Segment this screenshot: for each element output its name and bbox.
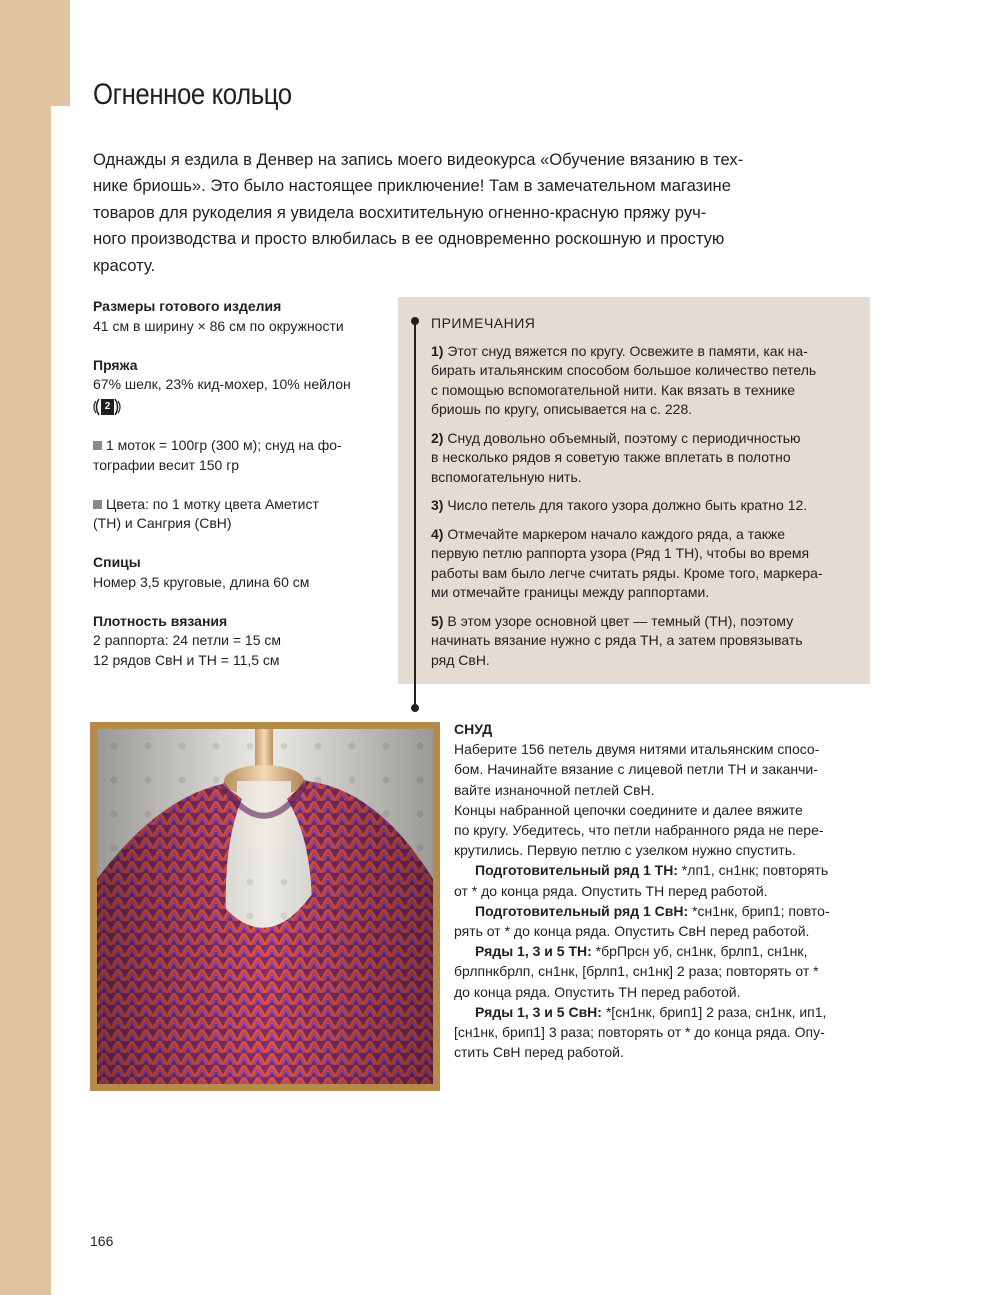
square-bullet-icon [93, 500, 102, 509]
pattern-heading: СНУД [454, 721, 493, 737]
note-item: 4) Отмечайте маркером начало каждого ряда, а также первую петлю раппорта узора (Ряд 1 ТН), чтобы во время работы вам было легче считать ряды. Кроме того, маркера- ми отмечайте границы между раппортами. [431, 525, 823, 600]
color-line: Цвета: по 1 мотку цвета Аметист [93, 495, 393, 515]
pattern-line: бом. Начинайте вязание с лицевой петли ТН и заканчи- [454, 761, 818, 778]
bullet-dot-icon [411, 317, 419, 325]
row-instruction: Подготовительный ряд 1 ТН: *лп1, сн1нк; повторять [475, 862, 829, 879]
skein-line: тографии весит 150 гр [93, 456, 240, 473]
note-item: 5) В этом узоре основной цвет — темный (ТН), поэтому начинать вязание нужно с ряда ТН, а затем провязывать ряд СвН. [431, 612, 803, 668]
pattern-line: Наберите 156 петель двумя нитями итальянским спосо- [454, 741, 820, 758]
sizes-title: Размеры готового изделия [93, 298, 282, 314]
yarn-title: Пряжа [93, 356, 138, 373]
row-instruction: Ряды 1, 3 и 5 СвН: *[сн1нк, брип1] 2 раза, сн1нк, ип1, [475, 1003, 827, 1020]
pattern-line: рять от * до конца ряда. Опустить СвН перед работой. [454, 923, 810, 940]
note-item: 3) Число петель для такого узора должно быть кратно 12. [431, 497, 808, 513]
yarn-weight-icon [93, 397, 121, 417]
pattern-line: крутились. Первую петлю с узелком нужно спустить. [454, 842, 796, 859]
yarn-weight-number: 2 [101, 399, 114, 415]
notes-divider-line [414, 320, 416, 708]
gauge-line: 2 раппорта: 24 петли = 15 см [93, 632, 281, 648]
sizes-value: 41 см в ширину × 86 см по окружности [93, 317, 344, 334]
intro-paragraph [93, 147, 828, 279]
pattern-instructions [454, 719, 864, 1062]
yarn-value: 67% шелк, 23% кид-мохер, 10% нейлон [93, 376, 351, 392]
note-item: 1) Этот снуд вяжется по кругу. Освежите в памяти, как на- бирать итальянским способом большое количество петель с помощью вспомогательной нити. Как вязать в технике бриошь по кругу, описывается на с. 228. [431, 342, 817, 417]
row-instruction: Ряды 1, 3 и 5 ТН: *брПрсн уб, сн1нк, брлп1, сн1нк, [475, 943, 808, 960]
skein-line: 1 моток = 100гр (300 м); снуд на фо- [93, 436, 393, 456]
note-item: 2) Снуд довольно объемный, поэтому с периодичностью в несколько рядов я советую также вплетать в полотно вспомогательную нить. [431, 429, 801, 485]
notes-content [431, 314, 856, 679]
intro-line: красоту. [93, 255, 156, 275]
gauge-title: Плотность вязания [93, 612, 228, 629]
needles-title: Спицы [93, 554, 141, 570]
title-accent-tab [51, 0, 70, 106]
intro-line: ного производства и просто влюбилась в ее одновременно роскошную и простую [93, 229, 725, 249]
gauge-line: 12 рядов СвН и ТН = 11,5 см [93, 651, 280, 668]
snood-image [97, 729, 433, 1084]
page-edge-strip [0, 0, 51, 1295]
square-bullet-icon [93, 441, 102, 450]
pattern-line: от * до конца ряда. Опустить ТН перед работой. [454, 882, 768, 899]
intro-line: Однажды я ездила в Денвер на запись моего видеокурса «Обучение вязанию в тех- [93, 150, 744, 169]
bullet-dot-icon [411, 704, 419, 712]
snood-photo [90, 722, 440, 1091]
pattern-line: брлпнкбрлп, сн1нк, [брлп1, сн1нк] 2 раза; повторять от * [454, 963, 819, 980]
pattern-line: стить СвН перед работой. [454, 1044, 624, 1061]
pattern-line: по кругу. Убедитесь, что петли набранного ряда не пере- [454, 822, 824, 839]
intro-line: товаров для рукоделия я увидела восхитительную огненно-красную пряжу руч- [93, 202, 707, 222]
page-number: 166 [90, 1233, 114, 1249]
notes-title: ПРИМЕЧАНИЯ [431, 315, 536, 331]
page-title: Огненное кольцо [93, 78, 292, 111]
pattern-line: до конца ряда. Опустить ТН перед работой. [454, 983, 741, 1000]
pattern-line: Концы набранной цепочки соедините и далее вяжите [454, 801, 803, 818]
pattern-line: вайте изнаночной петлей СвН. [454, 781, 655, 798]
specs-column [93, 297, 393, 670]
needles-value: Номер 3,5 круговые, длина 60 см [93, 573, 310, 590]
intro-line: нике бриошь». Это было настоящее приключение! Там в замечательном магазине [93, 176, 731, 196]
pattern-line: [сн1нк, брип1] 3 раза; повторять от * до конца ряда. Опу- [454, 1024, 825, 1041]
row-instruction: Подготовительный ряд 1 СвН: *сн1нк, брип1; повто- [475, 902, 830, 919]
color-line: (ТН) и Сангрия (СвН) [93, 515, 232, 531]
